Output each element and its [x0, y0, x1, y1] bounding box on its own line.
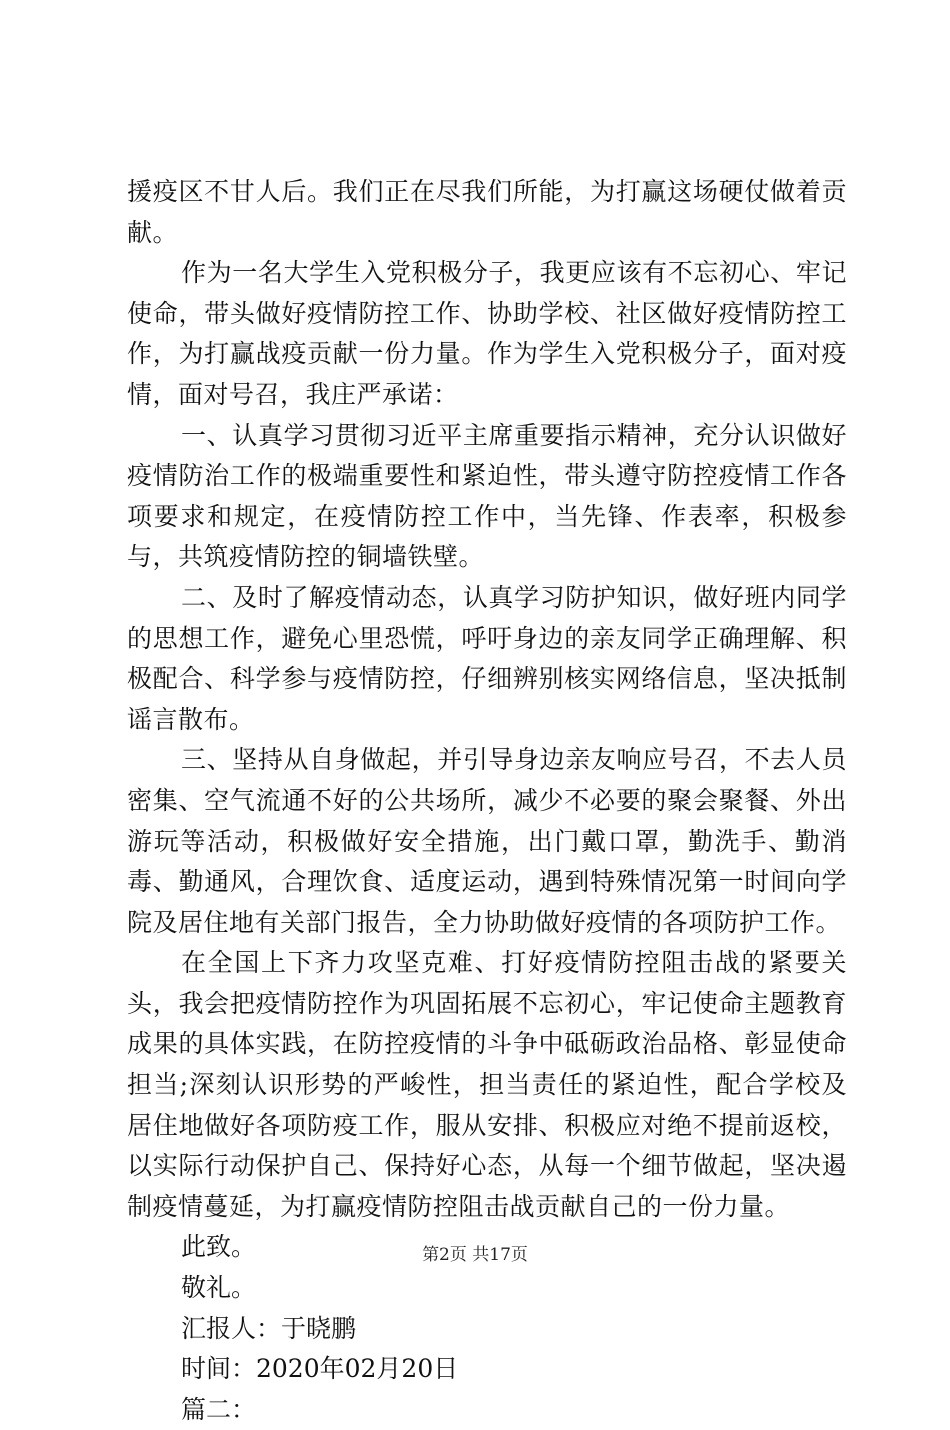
- paragraph-pledge-three: 三、坚持从自身做起，并引导身边亲友响应号召，不去人员密集、空气流通不好的公共场所，减少不必要的聚会聚餐、外出游玩等活动，积极做好安全措施，出门戴口罩，勤洗手、勤消毒、勤通风，合理饮食、适度运动，遇到特殊情况第一时间向学院及居住地有关部门报告，全力协助做好疫情的各项防护工作。: [127, 745, 847, 937]
- report-date: 时间：2020年02月20日: [181, 1354, 459, 1384]
- document-body: [127, 172, 847, 1430]
- paragraph-conclusion: 在全国上下齐力攻坚克难、打好疫情防控阻击战的紧要关头，我会把疫情防控作为巩固拓展不忘初心，牢记使命主题教育成果的具体实践，在防控疫情的斗争中砥砺政治品格、彰显使命担当;深刻认识形势的严峻性，担当责任的紧迫性，配合学校及居住地做好各项防疫工作，服从安排、积极应对绝不提前返校，以实际行动保护自己、保持好心态，从每一个细节做起，坚决遏制疫情蔓延，为打赢疫情防控阻击战贡献自己的一份力量。: [127, 948, 847, 1221]
- next-section-heading: 篇二：: [181, 1394, 257, 1424]
- page-footer: 第2页 共17页: [422, 1245, 528, 1265]
- paragraph-pledge-one: 一、认真学习贯彻习近平主席重要指示精神，充分认识做好疫情防治工作的极端重要性和紧迫性，带头遵守防控疫情工作各项要求和规定，在疫情防控工作中，当先锋、作表率，积极参与，共筑疫情防控的铜墙铁壁。: [127, 420, 847, 572]
- closing-regards: 敬礼。: [181, 1273, 257, 1303]
- reporter-signature: 汇报人：于晓鹏: [181, 1313, 357, 1343]
- paragraph-pledge-two: 二、及时了解疫情动态，认真学习防护知识，做好班内同学的思想工作，避免心里恐慌，呼吁身边的亲友同学正确理解、积极配合、科学参与疫情防控，仔细辨别核实网络信息，坚决抵制谣言散布。: [127, 582, 847, 734]
- paragraph-pledge-intro: 作为一名大学生入党积极分子，我更应该有不忘初心、牢记使命，带头做好疫情防控工作、协助学校、社区做好疫情防控工作，为打赢战疫贡献一份力量。作为学生入党积极分子，面对疫情，面对号召，我庄严承诺：: [127, 258, 847, 409]
- closing-salute: 此致。: [181, 1232, 257, 1262]
- paragraph-continuation: 援疫区不甘人后。我们正在尽我们所能，为打赢这场硬仗做着贡献。: [127, 177, 847, 247]
